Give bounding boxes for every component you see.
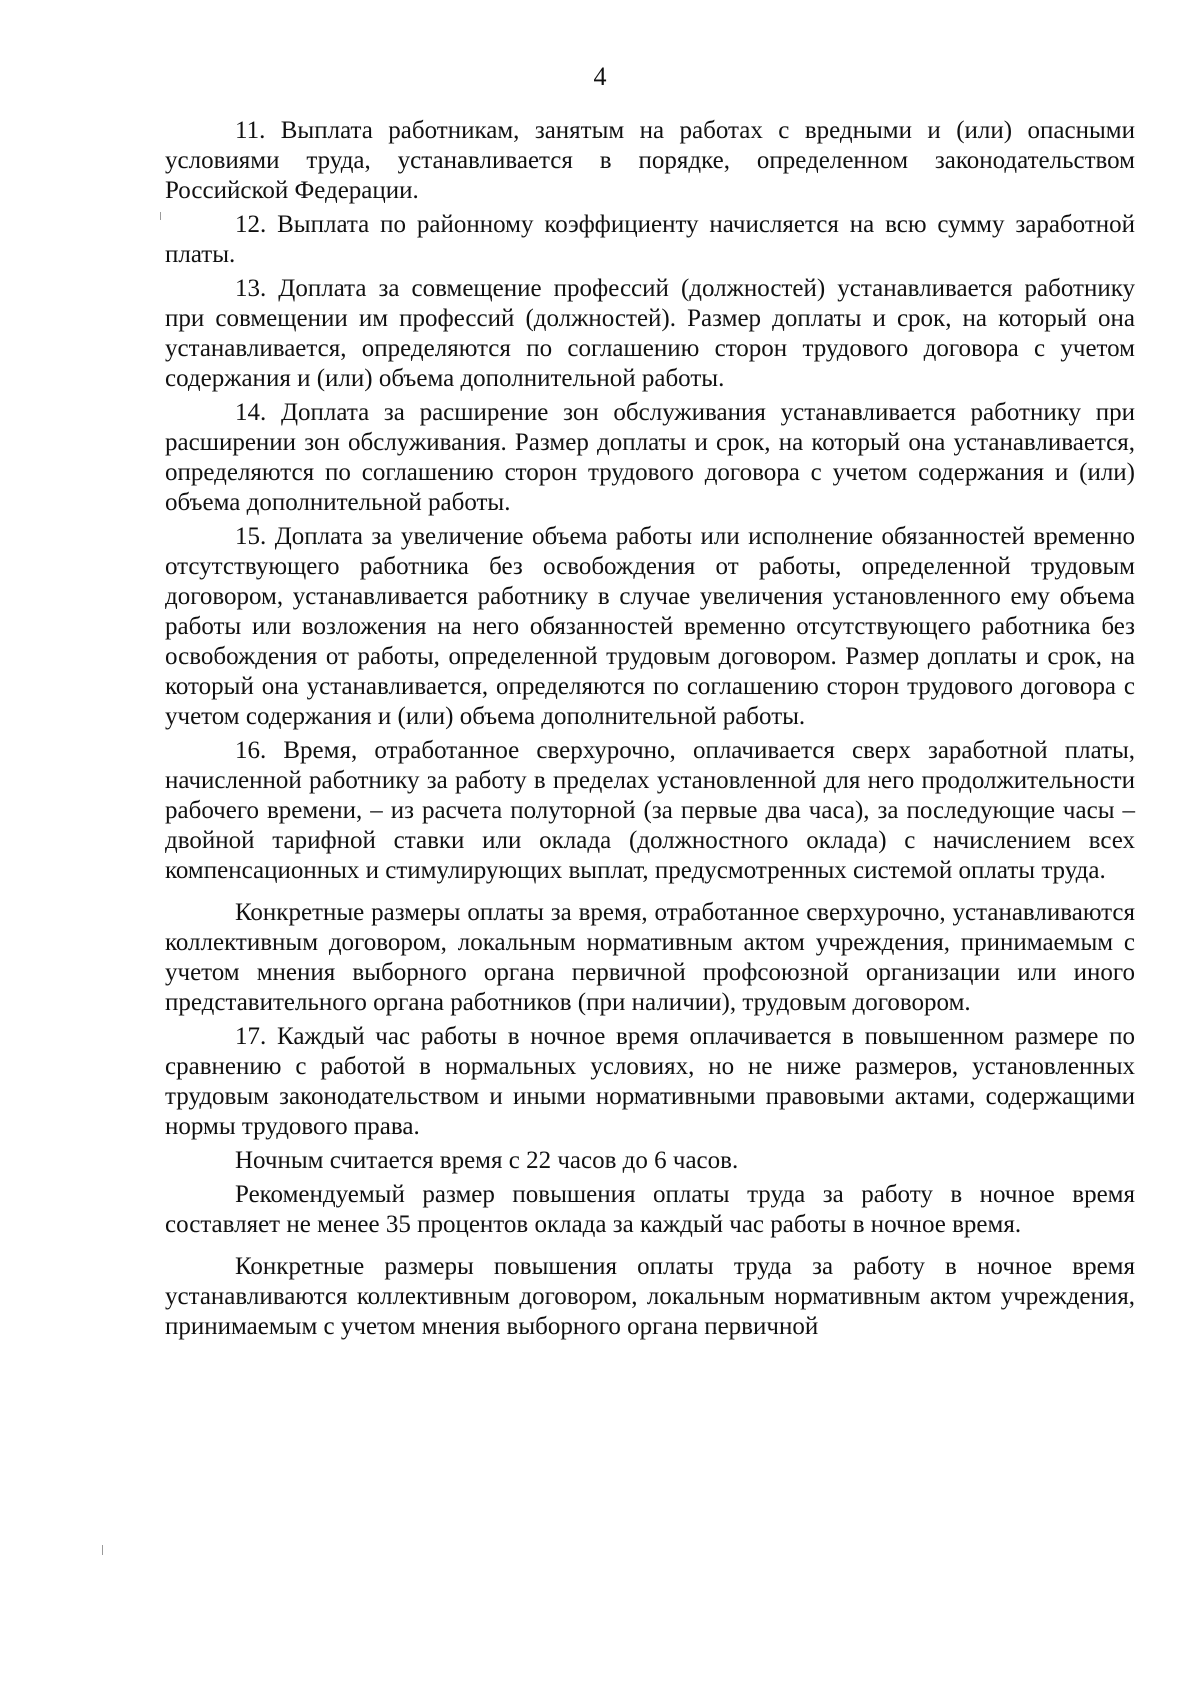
document-body	[165, 116, 1135, 1342]
paragraph-17-night-hours: Ночным считается время с 22 часов до 6 часов.	[235, 1147, 739, 1174]
scan-artifact-mark	[102, 1545, 103, 1555]
paragraph-13: 13. Доплата за совмещение профессий (должностей) устанавливается работнику при совмещении им профессий (должностей). Размер доплаты и срок, на который она устанавливается, определяются по соглашению сторон трудового договора с учетом содержания и (или) объема дополнительной работы.	[165, 275, 1135, 392]
paragraph-17-recommended-rate: Рекомендуемый размер повышения оплаты труда за работу в ночное время составляет не менее 35 процентов оклада за каждый час работы в ночное время.	[165, 1181, 1135, 1238]
paragraph-11: 11. Выплата работникам, занятым на работах с вредными и (или) опасными условиями труда, устанавливается в порядке, определенном законодательством Российской Федерации.	[165, 117, 1135, 204]
paragraph-15: 15. Доплата за увеличение объема работы или исполнение обязанностей временно отсутствующего работника без освобождения от работы, определенной трудовым договором, устанавливается работнику в случае увеличения установленного ему объема работы или возложения на него обязанностей временно отсутствующего работника без освобождения от работы, определенной трудовым договором. Размер доплаты и срок, на который она устанавливается, определяются по соглашению сторон трудового договора с учетом содержания и (или) объема дополнительной работы.	[165, 523, 1135, 730]
page-number: 4	[593, 62, 607, 91]
paragraph-16: 16. Время, отработанное сверхурочно, оплачивается сверх заработной платы, начисленной работнику за работу в пределах установленной для него продолжительности рабочего времени, – из расчета полуторной (за первые два часа), за последующие часы – двойной тарифной ставки или оклада (должностного оклада) с начислением всех компенсационных и стимулирующих выплат, предусмотренных системой оплаты труда.	[165, 737, 1135, 884]
paragraph-17-specific-rates: Конкретные размеры повышения оплаты труда за работу в ночное время устанавливаются коллективным договором, локальным нормативным актом учреждения, принимаемым с учетом мнения выборного органа первичной	[165, 1253, 1135, 1340]
paragraph-17: 17. Каждый час работы в ночное время оплачивается в повышенном размере по сравнению с работой в нормальных условиях, но не ниже размеров, установленных трудовым законодательством и иными нормативными правовыми актами, содержащими нормы трудового права.	[165, 1023, 1135, 1140]
paragraph-12: 12. Выплата по районному коэффициенту начисляется на всю сумму заработной платы.	[165, 211, 1135, 268]
scan-artifact-mark	[160, 212, 161, 220]
paragraph-16-overtime-rates: Конкретные размеры оплаты за время, отработанное сверхурочно, устанавливаются коллективным договором, локальным нормативным актом учреждения, принимаемым с учетом мнения выборного органа первичной профсоюзной организации или иного представительного органа работников (при наличии), трудовым договором.	[165, 899, 1135, 1016]
paragraph-14: 14. Доплата за расширение зон обслуживания устанавливается работнику при расширении зон обслуживания. Размер доплаты и срок, на который она устанавливается, определяются по соглашению сторон трудового договора с учетом содержания и (или) объема дополнительной работы.	[165, 399, 1135, 516]
